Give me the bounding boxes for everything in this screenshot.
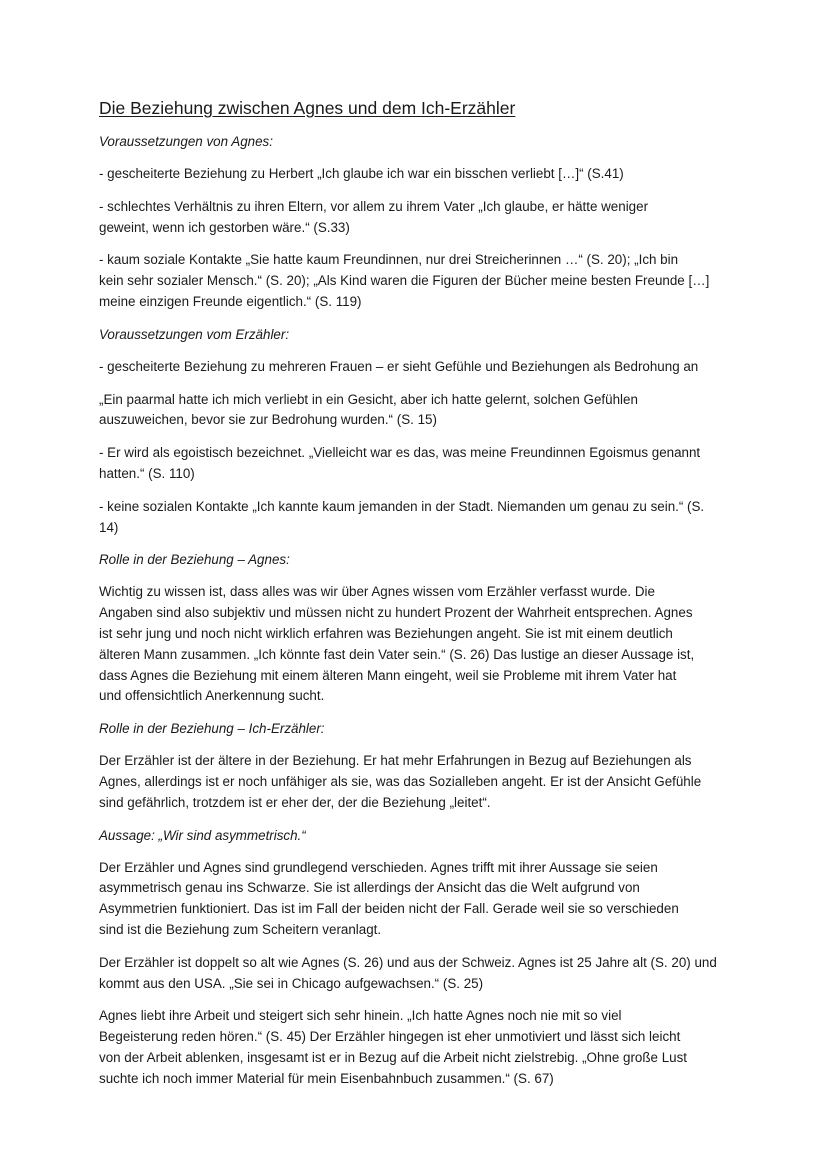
text-line: auszuweichen, bevor sie zur Bedrohung wurden.“ (S. 15) <box>99 412 437 428</box>
paragraph <box>99 197 739 239</box>
paragraph <box>99 497 739 539</box>
section-heading <box>99 325 739 345</box>
text-line: Der Erzähler ist doppelt so alt wie Agnes (S. 26) und aus der Schweiz. Agnes ist 25 Jahre alt (S. 20) und <box>99 954 717 970</box>
section-heading <box>99 719 739 739</box>
paragraph <box>99 953 739 995</box>
paragraph <box>99 390 739 432</box>
text-line: - gescheiterte Beziehung zu Herbert „Ich glaube ich war ein bisschen verliebt […]“ (S.41) <box>99 166 624 181</box>
text-line: geweint, wenn ich gestorben wäre.“ (S.33) <box>99 219 350 235</box>
text-line: - kaum soziale Kontakte „Sie hatte kaum Freundinnen, nur drei Streicherinnen …“ (S. 20); „Ich bin <box>99 252 679 268</box>
paragraph <box>99 858 739 941</box>
paragraph <box>99 751 739 813</box>
text-line: Voraussetzungen vom Erzähler: <box>99 326 290 342</box>
section-heading <box>99 826 739 846</box>
text-line: Begeisterung reden hören.“ (S. 45) Der Erzähler hingegen ist eher unmotiviert und lässt sich leicht <box>99 1029 681 1045</box>
document-title: Die Beziehung zwischen Agnes und dem Ich-Erzähler <box>99 98 516 118</box>
text-line: meine einzigen Freunde eigentlich.“ (S. 119) <box>99 293 362 309</box>
text-line: hatten.“ (S. 110) <box>99 465 195 481</box>
text-line: - keine sozialen Kontakte „Ich kannte kaum jemanden in der Stadt. Niemanden um genau zu sein.“ (S. <box>99 498 705 514</box>
text-line: Der Erzähler ist der ältere in der Beziehung. Er hat mehr Erfahrungen in Bezug auf Beziehungen als <box>99 753 692 769</box>
text-line: 14) <box>99 519 119 535</box>
paragraph <box>99 357 739 378</box>
paragraph <box>99 250 739 312</box>
text-line: älteren Mann zusammen. „Ich könnte fast dein Vater sein.“ (S. 26) Das lustige an dieser Aussage ist, <box>99 646 695 662</box>
text-line: von der Arbeit ablenken, insgesamt ist er in Bezug auf die Arbeit nicht zielstrebig. „Ohne große Lust <box>99 1049 688 1065</box>
text-line: Aussage: „Wir sind asymmetrisch.“ <box>99 827 306 843</box>
text-line: Agnes liebt ihre Arbeit und steigert sich sehr hinein. „Ich hatte Agnes noch nie mit so viel <box>99 1008 622 1024</box>
text-line: Agnes, allerdings ist er noch unfähiger als sie, was das Sozialleben angeht. Er ist der Ansicht Gefühle <box>99 773 702 789</box>
text-line: Der Erzähler und Agnes sind grundlegend verschieden. Agnes trifft mit ihrer Aussage sie seien <box>99 859 658 875</box>
text-line: Rolle in der Beziehung – Agnes: <box>99 552 290 568</box>
paragraph <box>99 164 739 185</box>
text-line: Angaben sind also subjektiv und müssen nicht zu hundert Prozent der Wahrheit entsprechen. Agnes <box>99 605 693 621</box>
text-line: kommt aus den USA. „Sie sei in Chicago aufgewachsen.“ (S. 25) <box>99 975 484 991</box>
document-body <box>99 132 739 1090</box>
text-line: „Ein paarmal hatte ich mich verliebt in ein Gesicht, aber ich hatte gelernt, solchen Gefühlen <box>99 391 638 407</box>
text-line: kein sehr sozialer Mensch.“ (S. 20); „Als Kind waren die Figuren der Bücher meine besten Freunde […] <box>99 273 710 289</box>
text-line: dass Agnes die Beziehung mit einem älteren Mann eingeht, weil sie Probleme mit ihrem Vater hat <box>99 667 677 683</box>
text-line: und offensichtlich Anerkennung sucht. <box>99 688 325 704</box>
text-line: - gescheiterte Beziehung zu mehreren Frauen – er sieht Gefühle und Beziehungen als Bedrohung an <box>99 358 699 374</box>
text-line: sind ist die Beziehung zum Scheitern veranlagt. <box>99 921 382 937</box>
document-page <box>99 96 739 1102</box>
text-line: - schlechtes Verhältnis zu ihren Eltern, vor allem zu ihrem Vater „Ich glaube, er hätte weniger <box>99 198 649 214</box>
text-line: sind gefährlich, trotzdem ist er eher der, der die Beziehung „leitet“. <box>99 794 491 810</box>
section-heading <box>99 132 739 152</box>
text-line: - Er wird als egoistisch bezeichnet. „Vielleicht war es das, was meine Freundinnen Egoismus genannt <box>99 445 701 461</box>
text-line: asymmetrisch genau ins Schwarze. Sie ist allerdings der Ansicht das die Welt aufgrund von <box>99 880 640 896</box>
text-line: suchte ich noch immer Material für mein Eisenbahnbuch zusammen.“ (S. 67) <box>99 1070 554 1086</box>
paragraph <box>99 1006 739 1089</box>
text-line: Voraussetzungen von Agnes: <box>99 134 273 149</box>
text-line: Rolle in der Beziehung – Ich-Erzähler: <box>99 721 325 737</box>
paragraph <box>99 582 739 707</box>
text-line: ist sehr jung und noch nicht wirklich erfahren was Beziehungen angeht. Sie ist mit einem deutlich <box>99 625 673 641</box>
paragraph <box>99 443 739 485</box>
section-heading <box>99 550 739 570</box>
text-line: Asymmetrien funktioniert. Das ist im Fall der beiden nicht der Fall. Gerade weil sie so verschieden <box>99 901 679 917</box>
text-line: Wichtig zu wissen ist, dass alles was wir über Agnes wissen vom Erzähler verfasst wurde. Die <box>99 584 655 600</box>
